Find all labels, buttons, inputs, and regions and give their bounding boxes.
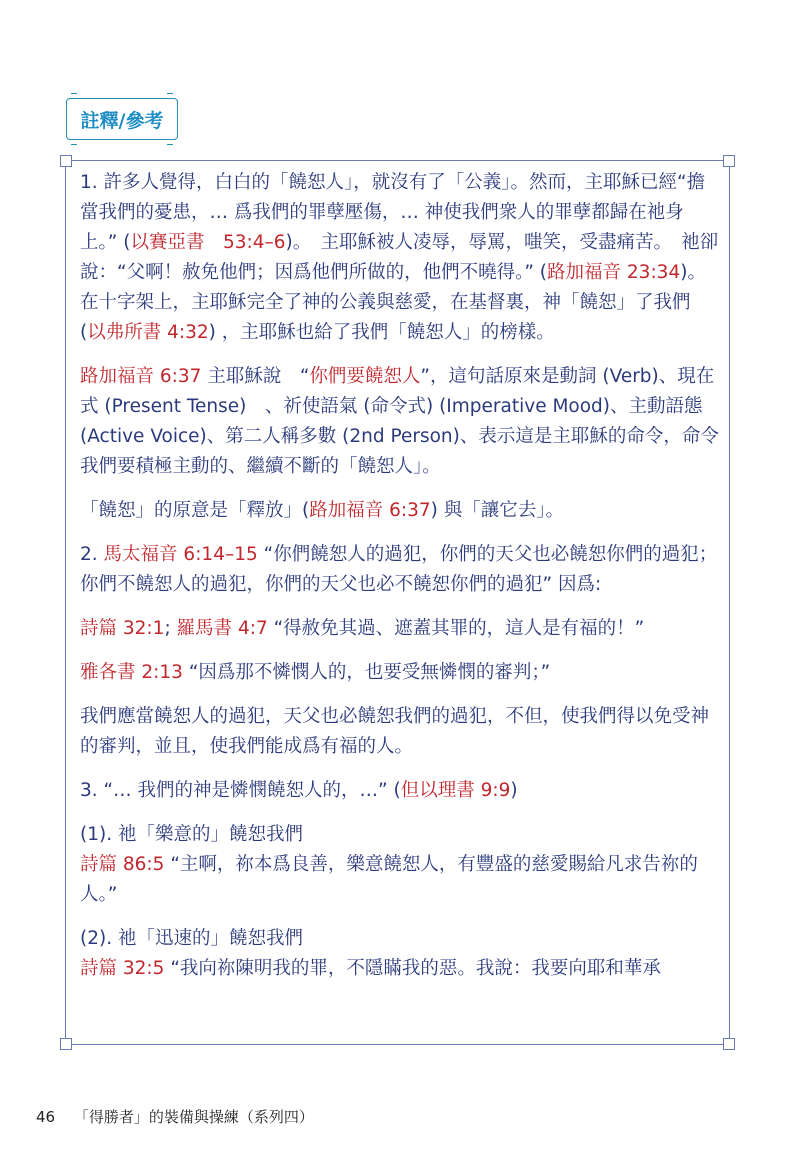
text: “你們饒恕人的過犯，你們的天父也必饒恕你們的過犯；你們不饒恕人的過犯，你們的天父也必不饒恕你們的過犯” 因爲: [80, 544, 718, 595]
text: ”，這句話原來是動詞 (Verb)、現在式 (Present Tense) 、祈使語氣 (命令式) (Imperative Mood)、主動語態 (Active Voice)、第二人稱多數 (2nd Person)、表示這是主耶穌的命令，命令我們要積極主動的、繼續不斷的「饒恕人」。 [80, 366, 719, 477]
note-paragraph-2 [80, 362, 720, 482]
text: ) ，主耶穌也給了我們「饒恕人」的榜樣。 [208, 322, 555, 343]
scripture-reference: 以賽亞書 53:4–6 [130, 232, 286, 253]
scripture-reference: 以弗所書 4:32 [87, 322, 209, 343]
notes-content [80, 168, 720, 998]
text: ) 與「讓它去」。 [430, 500, 565, 521]
text: 1. 許多人覺得，白白的「饒恕人」，就沒有了「公義」。然而，主耶穌已經 [80, 172, 678, 193]
note-paragraph-1 [80, 168, 720, 348]
scripture-reference: 詩篇 32:1 [80, 618, 165, 639]
frame-corner-ornament [723, 155, 735, 167]
frame-corner-ornament [723, 1038, 735, 1050]
text: “因爲那不憐憫人的，也要受無憐憫的審判；” [182, 662, 551, 683]
subheading: (1). 祂「樂意的」饒恕我們 [80, 824, 303, 845]
text: “擔當我們的憂患，… 爲我們的罪孽壓傷，… 神使我們衆人的罪孽都歸在祂身上。” ( [80, 172, 706, 253]
note-paragraph-9 [80, 820, 720, 910]
scripture-reference: 馬太福音 6:14–15 [103, 544, 258, 565]
text: ; [164, 618, 177, 639]
section-tag [66, 98, 178, 140]
scripture-reference: 詩篇 32:5 [80, 958, 165, 979]
text: “我向祢陳明我的罪，不隱瞞我的惡。我說：我要向耶和華承 [164, 958, 661, 979]
section-tag-label: 註釋/參考 [80, 109, 164, 132]
text: 主耶穌說 “ [201, 366, 310, 387]
text: )。 在十字架上，主耶穌完全了神的公義與慈愛，在基督裏，神「饒恕」了我們 ( [80, 262, 706, 343]
scripture-reference: 雅各書 2:13 [80, 662, 183, 683]
scripture-reference: 路加福音 6:37 [80, 366, 202, 387]
text: 「饒恕」的原意是「釋放」( [80, 500, 310, 521]
text: “得赦免其過、遮蓋其罪的，這人是有福的！” [267, 618, 645, 639]
quote-highlight: 你們要饒恕人 [309, 366, 421, 387]
scripture-reference: 詩篇 86:5 [80, 854, 165, 875]
note-paragraph-6 [80, 658, 720, 688]
note-paragraph-3 [80, 496, 720, 526]
scripture-reference: 但以理書 9:9 [400, 780, 511, 801]
note-paragraph-4 [80, 540, 720, 600]
book-title: 「得勝者」的裝備與操練（系列四） [73, 1108, 314, 1126]
text: )。 主耶穌被人凌辱，辱罵，嗤笑，受盡痛苦。 祂卻說：“父啊！赦免他們；因爲他們所做的，他們不曉得。” ( [80, 232, 719, 283]
text: “主啊，祢本爲良善，樂意饒恕人，有豐盛的慈愛賜給凡求告祢的人。” [80, 854, 698, 905]
scripture-reference: 路加福音 23:34 [547, 262, 681, 283]
note-paragraph-5 [80, 614, 720, 644]
note-paragraph-10 [80, 924, 720, 984]
text: 3. “… 我們的神是憐憫饒恕人的，…” ( [80, 780, 401, 801]
note-paragraph-8 [80, 776, 720, 806]
subheading: (2). 祂「迅速的」饒恕我們 [80, 928, 303, 949]
page-number: 46 [36, 1108, 56, 1126]
page-footer [36, 1106, 314, 1127]
frame-corner-ornament [60, 155, 72, 167]
note-paragraph-7: 我們應當饒恕人的過犯，天父也必饒恕我們的過犯，不但，使我們得以免受神的審判，並且，使我們能成爲有福的人。 [80, 706, 710, 757]
scripture-reference: 羅馬書 4:7 [176, 618, 268, 639]
frame-corner-ornament [60, 1038, 72, 1050]
text: ) [510, 780, 518, 801]
scripture-reference: 路加福音 6:37 [309, 500, 431, 521]
text: 2. [80, 544, 104, 565]
